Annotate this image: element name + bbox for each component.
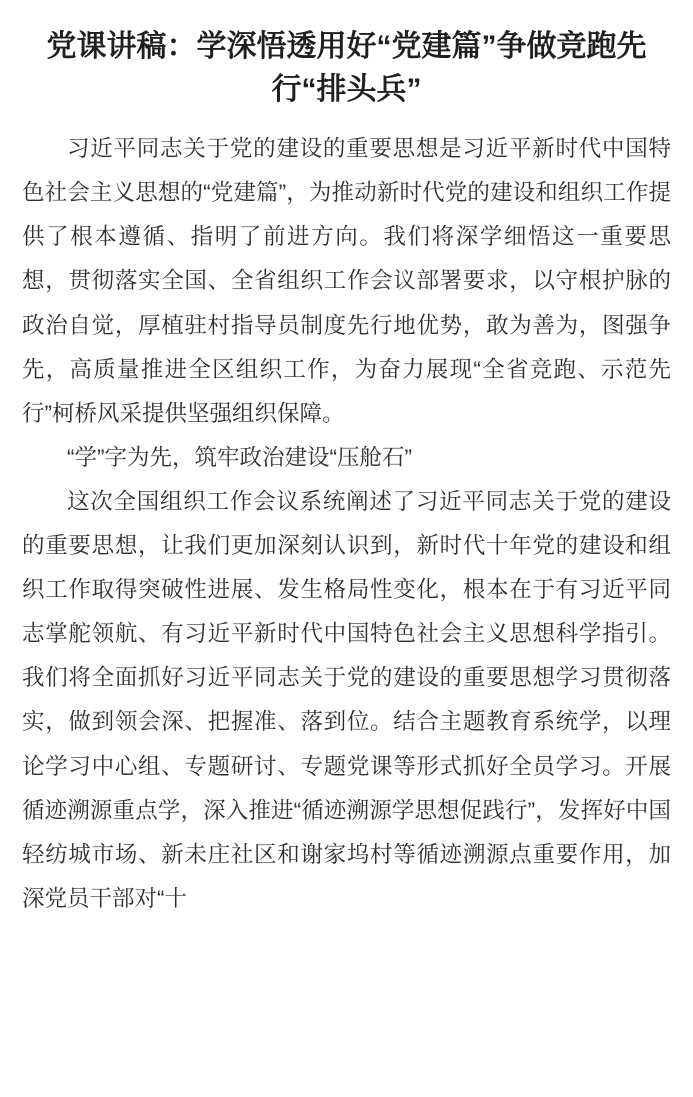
paragraph: 这次全国组织工作会议系统阐述了习近平同志关于党的建设的重要思想，让我们更加深刻认识到，新时代十年党的建设和组织工作取得突破性进展、发生格局性变化，根本在于有习近平同志掌舵领航、有习近平新时代中国特色社会主义思想科学指引。我们将全面抓好习近平同志关于党的建设的重要思想学习贯彻落实，做到领会深、把握准、落到位。结合主题教育系统学，以理论学习中心组、专题研讨、专题党课等形式抓好全员学习。开展循迹溯源重点学，深入推进“循迹溯源学思想促践行”，发挥好中国轻纺城市场、新未庄社区和谢家坞村等循迹溯源点重要作用，加深党员干部对“十 <box>22 488 671 911</box>
document-body <box>18 127 675 921</box>
paragraph: “学”字为先，筑牢政治建设“压舱石” <box>67 444 412 470</box>
paragraph: 习近平同志关于党的建设的重要思想是习近平新时代中国特色社会主义思想的“党建篇”，为推动新时代党的建设和组织工作提供了根本遵循、指明了前进方向。我们将深学细悟这一重要思想，贯彻落实全国、全省组织工作会议部署要求，以守根护脉的政治自觉，厚植驻村指导员制度先行地优势，敢为善为，图强争先，高质量推进全区组织工作，为奋力展现“全省竞跑、示范先行”柯桥风采提供坚强组织保障。 <box>22 136 671 426</box>
page-title: 党课讲稿：学深悟透用好“党建篇”争做竞跑先行“排头兵” <box>46 30 647 106</box>
